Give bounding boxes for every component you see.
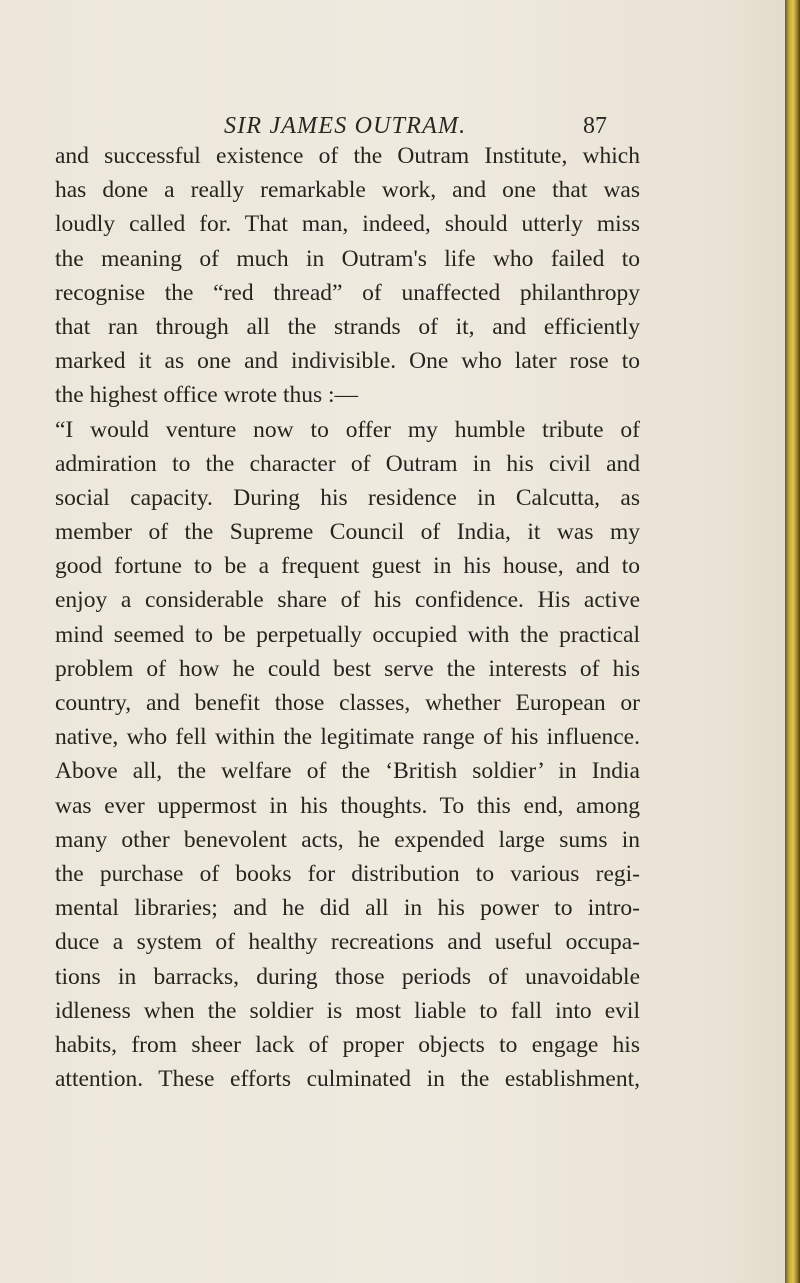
text-line: duce a system of healthy recreations and useful occupa-: [55, 929, 640, 956]
text-line: habits, from sheer lack of proper objects to engage his: [55, 1031, 640, 1058]
book-spine-edge: [785, 0, 800, 1283]
text-line: many other benevolent acts, he expended large sums in: [55, 826, 640, 853]
text-line: good fortune to be a frequent guest in his house, and to: [55, 553, 640, 580]
text-line: idleness when the soldier is most liable to fall into evil: [55, 997, 640, 1024]
text-line: marked it as one and indivisible. One who later rose to: [55, 348, 640, 375]
page-number: 87: [583, 113, 607, 139]
text-line: enjoy a considerable share of his confidence. His active: [55, 587, 640, 614]
text-line: and successful existence of the Outram Institute, which: [55, 143, 640, 169]
text-line: tions in barracks, during those periods of unavoidable: [55, 963, 640, 990]
text-line: admiration to the character of Outram in his civil and: [55, 450, 640, 477]
text-line: problem of how he could best serve the interests of his: [55, 655, 640, 682]
text-line: native, who fell within the legitimate range of his influence.: [55, 724, 640, 751]
text-line: mental libraries; and he did all in his power to intro-: [55, 895, 640, 922]
text-line: the purchase of books for distribution to various regi-: [55, 860, 640, 887]
text-line: country, and benefit those classes, whether European or: [55, 690, 640, 716]
running-title: SIR JAMES OUTRAM.: [224, 113, 467, 139]
text-line: Above all, the welfare of the ‘British soldier’ in India: [55, 758, 640, 785]
text-line: social capacity. During his residence in Calcutta, as: [55, 484, 640, 511]
text-line: has done a really remarkable work, and one that was: [55, 177, 640, 204]
text-line: loudly called for. That man, indeed, should utterly miss: [55, 211, 640, 238]
text-line: was ever uppermost in his thoughts. To this end, among: [55, 792, 640, 819]
text-line: recognise the “red thread” of unaffected philanthropy: [55, 279, 640, 306]
text-line: that ran through all the strands of it, and efficiently: [55, 313, 640, 340]
text-line: the meaning of much in Outram's life who failed to: [55, 245, 640, 272]
text-line: “I would venture now to offer my humble tribute of: [55, 416, 640, 443]
text-line: member of the Supreme Council of India, it was my: [55, 519, 640, 546]
body-text: [55, 139, 640, 1096]
text-line: the highest office wrote thus :—: [55, 382, 359, 409]
text-line: attention. These efforts culminated in the establishment,: [55, 1066, 640, 1093]
text-line: mind seemed to be perpetually occupied with the practical: [55, 621, 640, 648]
